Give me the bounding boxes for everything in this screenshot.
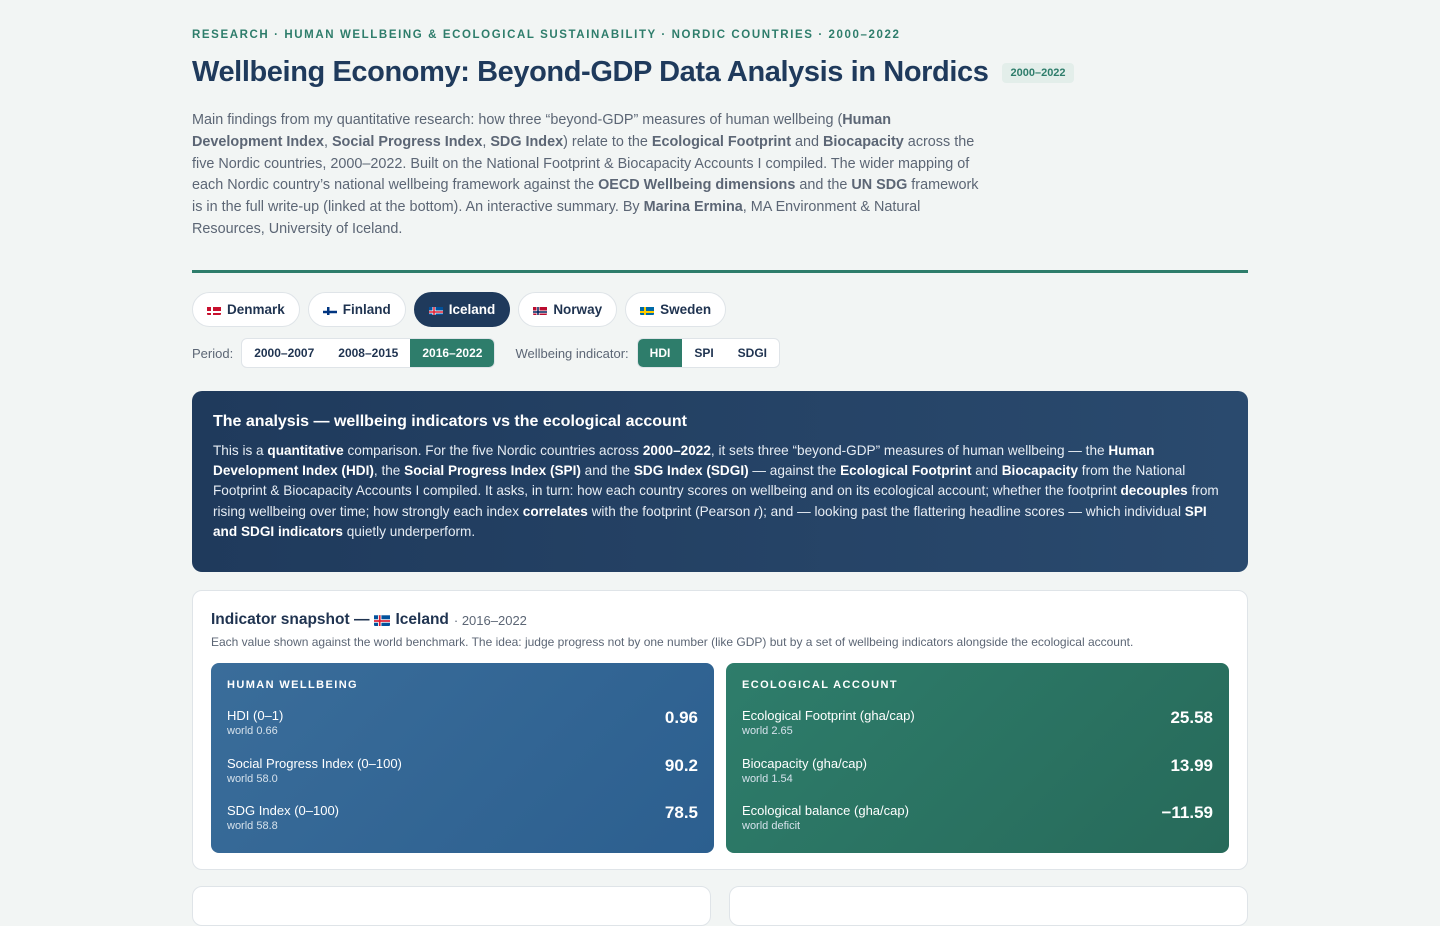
filter-bar — [192, 338, 780, 368]
eyebrow: RESEARCH · HUMAN WELLBEING & ECOLOGICAL SUSTAINABILITY · NORDIC COUNTRIES · 2000–2022 — [192, 29, 901, 41]
indicator-option-hdi[interactable]: HDI — [638, 339, 683, 367]
iceland-flag-icon — [429, 305, 443, 315]
analysis-segment: , it sets three “beyond-GDP” measures of human wellbeing — the — [710, 443, 1109, 458]
snapshot-description: Each value shown against the world benchmark. The idea: judge progress not by one number (like GDP) but by a set of wellbeing indicators alongside the ecological account. — [211, 635, 1134, 649]
metric-benchmark: world 0.66 — [227, 725, 278, 737]
period-label: Period: — [192, 345, 234, 361]
metric-label: Biocapacity (gha/cap) — [742, 755, 868, 771]
analysis-segment: This is a — [213, 443, 268, 458]
analysis-segment: correlates — [522, 503, 588, 519]
metric-ecological-balance — [742, 803, 1213, 851]
metric-label: Social Progress Index (0–100) — [227, 755, 402, 771]
metric-benchmark: world 1.54 — [742, 772, 793, 785]
analysis-card — [192, 391, 1248, 572]
intro-hdi: Human Development Index — [192, 112, 892, 150]
metric-spi — [227, 756, 698, 804]
norway-flag-icon — [533, 305, 547, 315]
metric-footprint — [742, 708, 1213, 756]
intro-text: , MA Environment & Natural Resources, University of Iceland. — [192, 199, 921, 237]
intro-paragraph — [192, 110, 982, 241]
tab-finland[interactable] — [308, 292, 406, 327]
metric-value: 25.58 — [1170, 708, 1213, 727]
metric-biocapacity — [742, 756, 1213, 804]
indicator-selector — [637, 338, 780, 368]
analysis-segment: from rising wellbeing over time; how strongly each index — [213, 483, 1219, 519]
intro-spi: Social Progress Index — [331, 133, 483, 150]
section-divider — [192, 270, 1248, 273]
metric-benchmark: world 58.0 — [227, 772, 278, 785]
intro-text: Main findings from my quantitative research: how three “beyond-GDP” measures of human wellbeing ( — [192, 112, 843, 128]
metric-benchmark: world deficit — [742, 820, 801, 832]
title-row — [192, 56, 1074, 89]
metric-value: 0.96 — [664, 708, 698, 727]
next-card-left — [192, 886, 711, 926]
ecological-heading: ECOLOGICAL ACCOUNT — [742, 679, 898, 691]
period-option-2016-2022[interactable]: 2016–2022 — [410, 339, 494, 367]
analysis-segment: comparison. For the five Nordic countries across — [343, 443, 643, 458]
analysis-segment: with the footprint (Pearson — [587, 503, 755, 519]
intro-biocapacity: Biocapacity — [823, 133, 904, 150]
metric-hdi — [227, 708, 698, 756]
indicator-label: Wellbeing indicator: — [515, 345, 629, 361]
analysis-segment: Biocapacity — [1001, 463, 1079, 479]
analysis-segment: ); and — looking past the flattering headline scores — which individual — [758, 503, 1185, 519]
wellbeing-panel — [211, 663, 714, 853]
intro-text: , — [482, 133, 491, 150]
metric-benchmark: world 58.8 — [227, 820, 278, 832]
tab-label: Finland — [342, 302, 391, 317]
intro-text: across the five Nordic countries, 2000–2022. Built on the National Footprint & Biocapacity Accounts I compiled. The wider mapping of each Nordic country’s national wellbeing framework against the — [192, 133, 975, 194]
analysis-segment: , the — [373, 463, 405, 479]
analysis-segment: decouples — [1120, 483, 1188, 499]
analysis-segment: quantitative — [267, 443, 344, 458]
metric-value: 90.2 — [664, 755, 698, 775]
tab-norway[interactable] — [518, 292, 617, 327]
snapshot-country: Iceland — [395, 611, 449, 628]
metric-label: Ecological balance (gha/cap) — [742, 803, 909, 818]
tab-label: Denmark — [227, 302, 285, 317]
tab-denmark[interactable] — [192, 292, 300, 327]
analysis-segment: and — [971, 463, 1002, 479]
wellbeing-heading: HUMAN WELLBEING — [227, 679, 358, 691]
period-badge: 2000–2022 — [1002, 63, 1073, 83]
analysis-title: The analysis — wellbeing indicators vs the ecological account — [213, 413, 687, 430]
denmark-flag-icon — [207, 305, 221, 315]
analysis-segment: 2000–2022 — [642, 443, 711, 458]
period-option-2008-2015[interactable]: 2008–2015 — [338, 346, 399, 360]
analysis-segment: Human Development Index (HDI) — [213, 443, 1155, 479]
metric-benchmark: world 2.65 — [742, 725, 793, 737]
intro-author: Marina Ermina — [643, 199, 743, 216]
tab-iceland[interactable] — [414, 292, 511, 327]
analysis-segment: and the — [580, 463, 634, 479]
analysis-segment: from the National Footprint & Biocapacity Accounts I compiled. It asks, in turn: how each country scores on wellbeing and on its ecological account; whether the footprint — [213, 463, 1186, 499]
metric-label: SDG Index (0–100) — [227, 803, 340, 818]
metric-value: 78.5 — [664, 803, 698, 822]
iceland-flag-icon — [374, 614, 390, 626]
intro-text: framework is in the full write-up (linked at the bottom). An interactive summary. By — [192, 177, 979, 216]
analysis-segment: quietly underperform. — [342, 523, 476, 539]
finland-flag-icon — [323, 305, 337, 315]
intro-text: and — [791, 133, 824, 150]
metric-label: HDI (0–1) — [227, 708, 284, 723]
intro-text: and the — [795, 177, 852, 194]
period-option-2000-2007[interactable]: 2000–2007 — [254, 346, 315, 360]
analysis-segment: Social Progress Index (SPI) — [404, 463, 581, 479]
snapshot-period: · 2016–2022 — [453, 612, 527, 628]
metric-sdgi — [227, 803, 698, 851]
snapshot-title — [211, 611, 1229, 629]
analysis-segment: — against the — [748, 463, 841, 479]
tab-sweden[interactable] — [625, 292, 726, 327]
tab-label: Norway — [553, 302, 603, 317]
sweden-flag-icon — [640, 305, 654, 315]
tab-label: Sweden — [660, 302, 712, 317]
intro-footprint: Ecological Footprint — [651, 133, 792, 150]
next-card-right — [729, 886, 1248, 926]
intro-sdgi: SDG Index — [490, 133, 564, 150]
ecological-panel — [726, 663, 1229, 853]
country-tabs — [192, 292, 726, 327]
indicator-option-spi[interactable]: SPI — [694, 346, 714, 360]
snapshot-title-prefix: Indicator snapshot — — [211, 611, 370, 628]
analysis-segment: SDG Index (SDGI) — [633, 463, 749, 479]
period-selector — [241, 338, 495, 368]
page-title: Wellbeing Economy: Beyond-GDP Data Analysis in Nordics — [192, 56, 989, 88]
analysis-segment: r — [754, 503, 759, 519]
analysis-segment: Ecological Footprint — [840, 463, 972, 479]
indicator-snapshot-card — [192, 590, 1248, 870]
intro-text: , — [323, 133, 332, 150]
tab-label: Iceland — [448, 302, 496, 317]
analysis-segment: SPI and SDGI indicators — [213, 503, 1207, 539]
intro-unsdg: UN SDG — [851, 177, 908, 194]
metric-label: Ecological Footprint (gha/cap) — [742, 708, 915, 723]
metric-value: −11.59 — [1161, 803, 1213, 822]
analysis-text — [213, 441, 1227, 542]
metric-value: 13.99 — [1170, 755, 1213, 775]
intro-text: ) relate to the — [563, 133, 652, 150]
intro-oecd: OECD Wellbeing dimensions — [598, 177, 796, 194]
indicator-option-sdgi[interactable]: SDGI — [737, 346, 768, 360]
